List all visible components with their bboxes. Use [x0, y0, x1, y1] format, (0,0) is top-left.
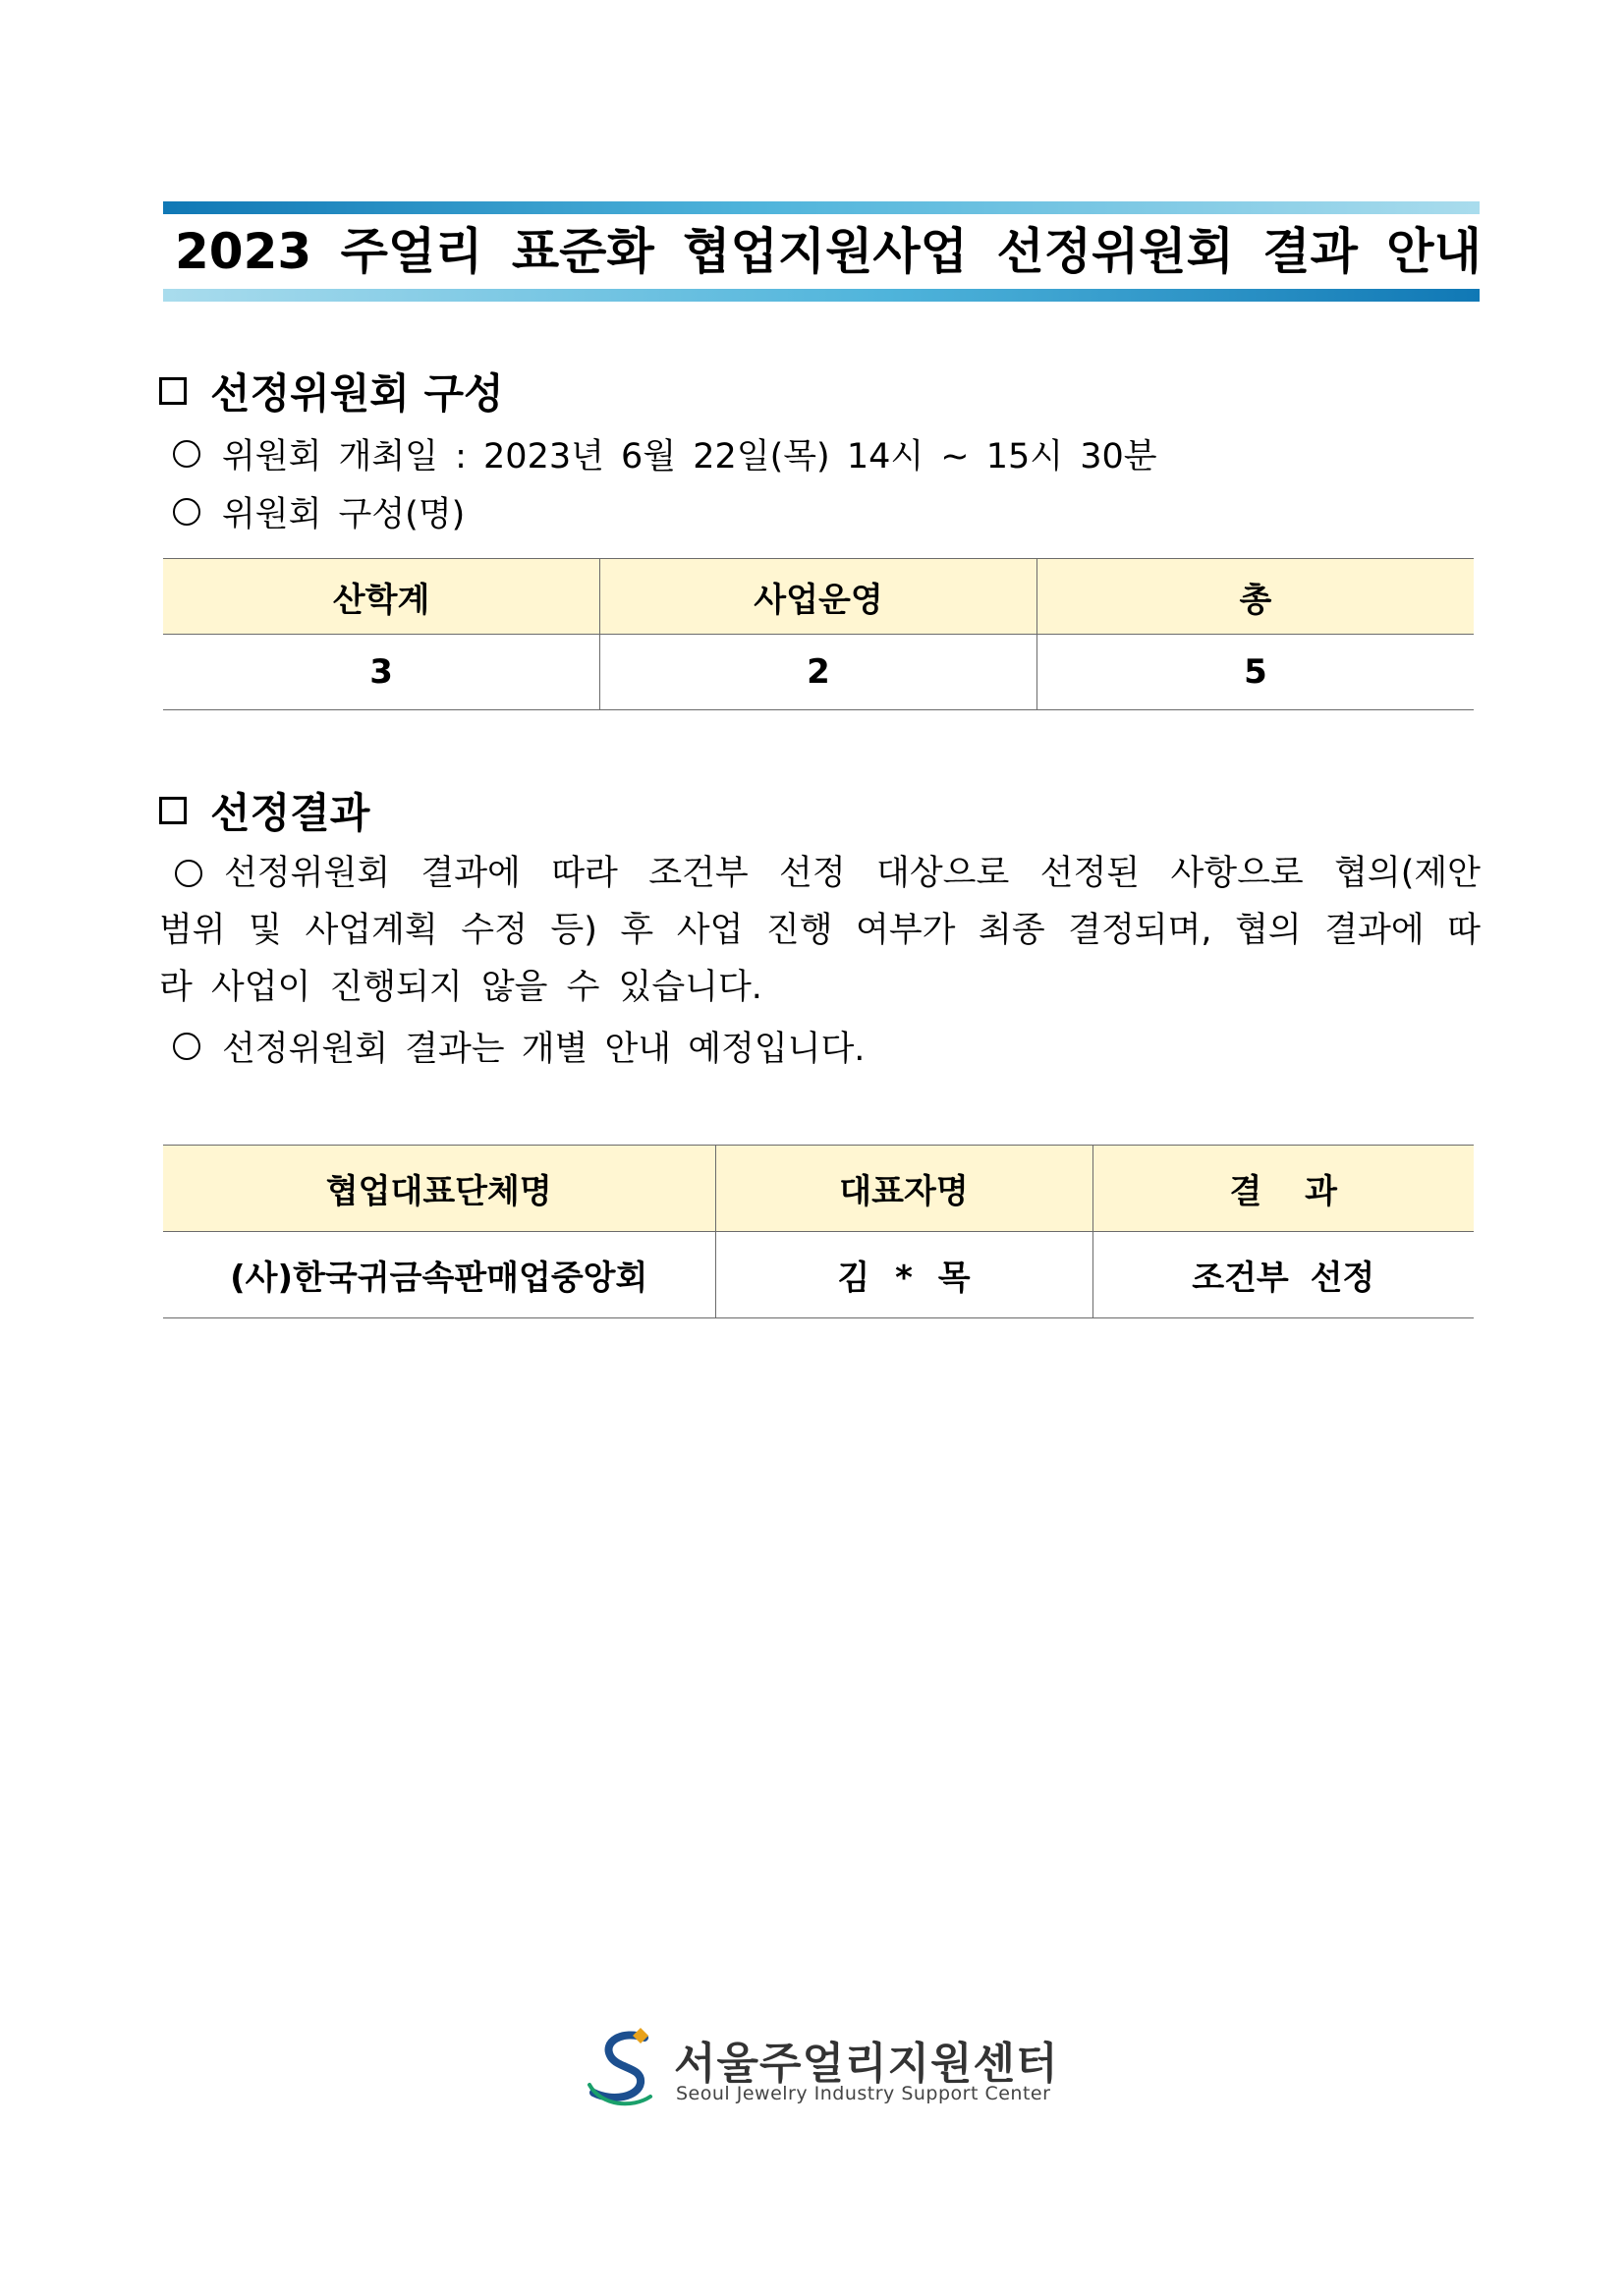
cell-total: 5 — [1036, 635, 1474, 710]
bullet-meeting-date — [173, 429, 1157, 478]
section-heading-results — [159, 781, 369, 840]
table-header-row — [163, 559, 1474, 635]
paragraph-text: 라 사업이 진행되지 않을 수 있습니다. — [159, 968, 762, 1007]
cell-academia: 3 — [163, 635, 600, 710]
paragraph-text: 선정위원회 결과에 따라 조건부 선정 대상으로 선정된 사항으로 협의(제안 — [224, 854, 1481, 893]
table-row — [163, 1232, 1474, 1318]
result-table — [163, 1145, 1474, 1318]
jewelry-center-logo-icon — [584, 2024, 672, 2112]
footer-logo — [584, 2024, 1059, 2112]
paragraph-text: 범위 및 사업계획 수정 등) 후 사업 진행 여부가 최종 결정되며, 협의 결과에 따 — [159, 911, 1481, 950]
header-operations: 사업운영 — [600, 559, 1037, 635]
square-bullet-icon — [159, 797, 187, 824]
bullet-committee-composition — [173, 487, 465, 536]
logo-subtitle-text: Seoul Jewelry Industry Support Center — [676, 2083, 1051, 2104]
result-paragraph-line-1 — [159, 845, 1481, 902]
cell-organization: (사)한국귀금속판매업중앙회 — [163, 1232, 715, 1318]
section-heading-composition — [159, 362, 504, 420]
bullet-text: 위원회 개최일 : 2023년 6월 22일(목) 14시 ~ 15시 30분 — [222, 437, 1157, 476]
circle-bullet-icon — [173, 440, 200, 468]
title-block — [163, 201, 1480, 302]
page-title: 2023 주얼리 표준화 협업지원사업 선정위원회 결과 안내 — [175, 223, 1482, 280]
section-heading-text: 선정위원회 구성 — [210, 369, 504, 418]
result-paragraph-line-2 — [159, 902, 1481, 959]
bullet-individual-notice — [173, 1022, 865, 1071]
header-organization: 협업대표단체명 — [163, 1146, 715, 1232]
bullet-text: 선정위원회 결과는 개별 안내 예정입니다. — [222, 1030, 866, 1069]
header-total: 총 — [1036, 559, 1474, 635]
committee-table — [163, 558, 1474, 710]
header-representative: 대표자명 — [715, 1146, 1092, 1232]
cell-representative: 김 * 목 — [715, 1232, 1092, 1318]
cell-result: 조건부 선정 — [1092, 1232, 1474, 1318]
square-bullet-icon — [159, 377, 187, 405]
logo-name-text: 서울주얼리지원센터 — [674, 2039, 1059, 2089]
table-header-row — [163, 1146, 1474, 1232]
table-row — [163, 635, 1474, 710]
circle-bullet-icon — [173, 498, 200, 526]
circle-bullet-icon — [173, 1033, 200, 1060]
header-academia: 산학계 — [163, 559, 600, 635]
result-paragraph-line-3 — [159, 959, 762, 1016]
title-bar-bottom — [163, 289, 1480, 302]
header-result: 결 과 — [1092, 1146, 1474, 1232]
title-bar-top — [163, 201, 1480, 214]
section-heading-text: 선정결과 — [210, 789, 370, 837]
cell-operations: 2 — [600, 635, 1037, 710]
circle-bullet-icon — [175, 860, 202, 887]
bullet-text: 위원회 구성(명) — [222, 495, 466, 534]
